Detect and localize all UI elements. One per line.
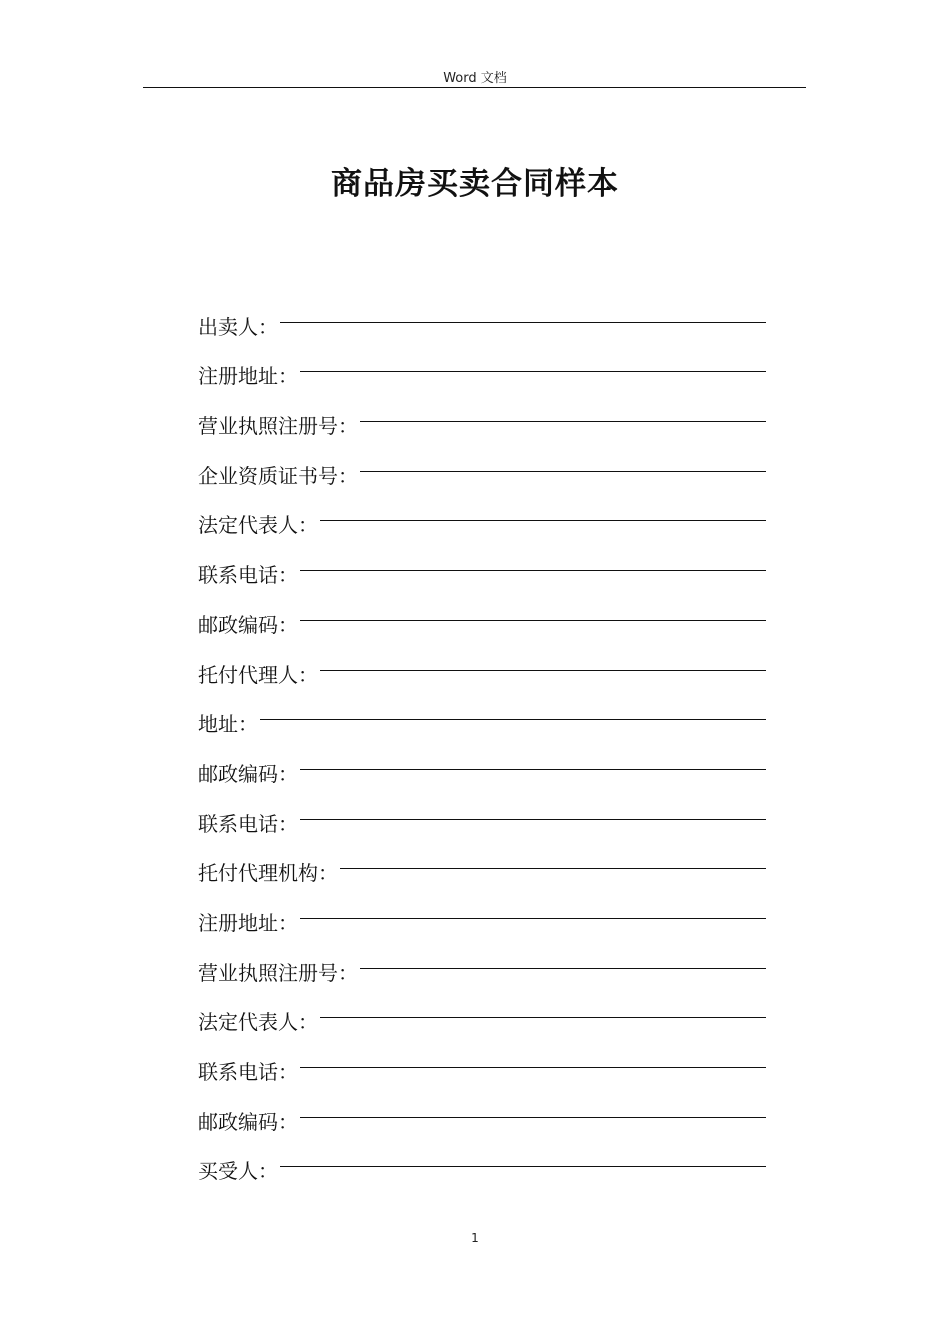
field-label: 邮政编码： — [198, 761, 298, 786]
field-row — [198, 590, 766, 640]
page-header: Word 文档 — [443, 71, 507, 86]
field-blank — [360, 471, 766, 472]
field-label: 企业资质证书号： — [198, 463, 358, 488]
field-row — [198, 690, 766, 740]
field-label: 邮政编码： — [198, 1109, 298, 1134]
field-label: 联系电话： — [198, 1060, 298, 1084]
field-blank — [260, 719, 766, 720]
field-row — [198, 938, 766, 988]
field-label: 联系电话： — [198, 811, 298, 836]
header-divider — [143, 87, 806, 88]
field-label: 买受人： — [198, 1159, 278, 1184]
field-label: 托付代理人： — [198, 662, 318, 687]
field-row — [198, 292, 766, 342]
field-blank — [360, 968, 766, 969]
field-label: 地址： — [198, 712, 258, 737]
field-blank — [300, 769, 766, 770]
field-blank — [300, 570, 766, 571]
field-row — [198, 1037, 766, 1087]
field-row — [198, 441, 766, 491]
field-row — [198, 888, 766, 938]
field-label: 邮政编码： — [198, 612, 298, 637]
field-row — [198, 391, 766, 441]
field-row — [198, 988, 766, 1038]
field-label: 法定代表人： — [198, 1010, 318, 1035]
field-label: 联系电话： — [198, 563, 298, 588]
document-title: 商品房买卖合同样本 — [331, 166, 619, 202]
field-label: 营业执照注册号： — [198, 960, 358, 985]
field-row — [198, 491, 766, 541]
field-blank — [300, 620, 766, 621]
field-blank — [280, 1166, 766, 1167]
page-number: 1 — [471, 1231, 479, 1245]
field-blank — [300, 1067, 766, 1068]
field-blank — [300, 371, 766, 372]
field-label: 出卖人： — [198, 314, 278, 339]
field-label: 法定代表人： — [198, 513, 318, 538]
field-blank — [320, 520, 766, 521]
field-label: 营业执照注册号： — [198, 414, 358, 439]
field-blank — [300, 918, 766, 919]
field-label: 注册地址： — [198, 910, 298, 935]
field-blank — [360, 421, 766, 422]
field-blank — [340, 868, 766, 869]
field-blank — [300, 819, 766, 820]
field-row — [198, 839, 766, 889]
field-label: 注册地址： — [198, 364, 298, 389]
field-row — [198, 640, 766, 690]
field-row — [198, 342, 766, 392]
form-fields — [198, 292, 766, 1186]
field-row — [198, 739, 766, 789]
field-blank — [300, 1117, 766, 1118]
field-row — [198, 1087, 766, 1137]
field-label: 托付代理机构： — [198, 861, 338, 886]
field-row — [198, 789, 766, 839]
field-row — [198, 1137, 766, 1187]
field-blank — [280, 322, 766, 323]
field-blank — [320, 1017, 766, 1018]
field-row — [198, 540, 766, 590]
field-blank — [320, 670, 766, 671]
